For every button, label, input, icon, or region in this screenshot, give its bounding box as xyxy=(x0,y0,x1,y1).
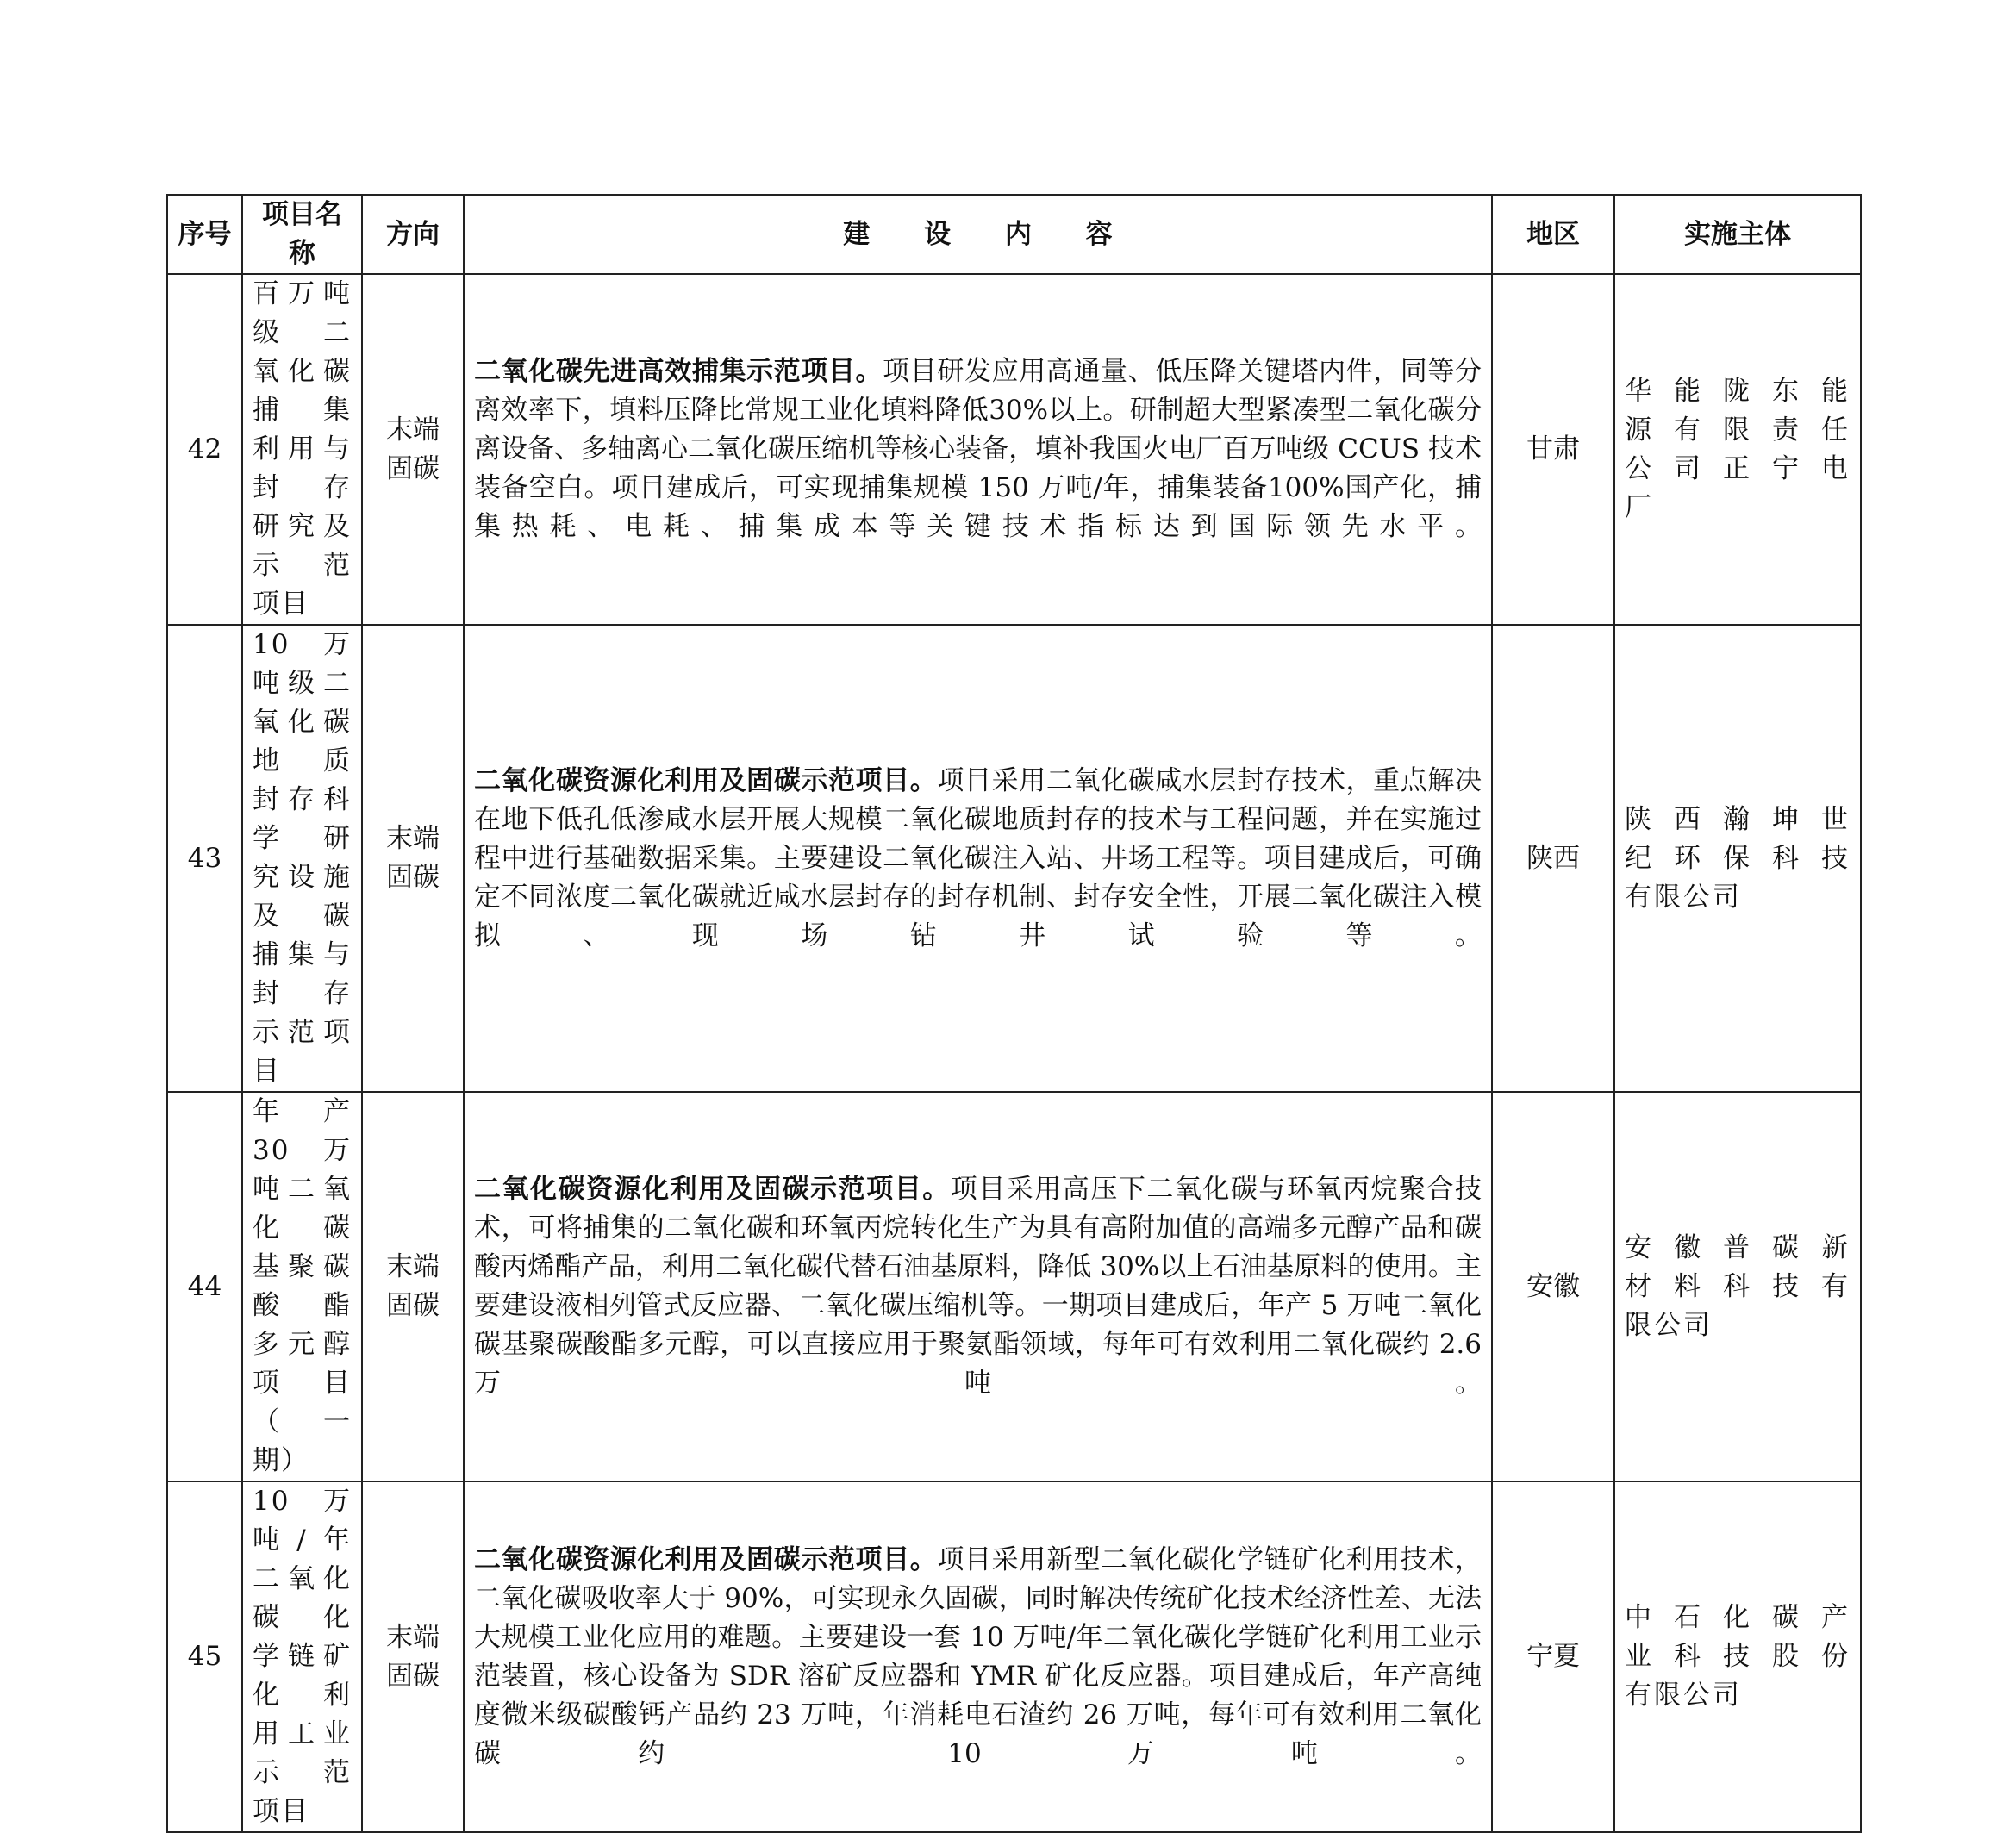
implementing-entity-line: 源有限责任 xyxy=(1625,414,1851,446)
content-body: 项目采用高压下二氧化碳与环氧丙烷聚合技术，可将捕集的二氧化碳和环氧丙烷转化生产为具有高附加值的高端多元醇产品和碳酸丙烯酯产品，利用二氧化碳代替石油基原料，降低 30%以上石油基原料的使用。主要建设液相列管式反应器、二氧化碳压缩机等。一期项目建成后，年产 5 万吨二氧化碳基聚碳酸酯多元醇，可以直接应用于聚氨酯领域，每年可有效利用二氧化碳约 2.6 万吨。 xyxy=(474,1174,1482,1399)
projects-table xyxy=(166,194,1862,1833)
project-name-line: 捕集与封存 xyxy=(253,939,352,1009)
direction-line: 末端 xyxy=(386,1251,440,1282)
project-name-line: 多元醇项目 xyxy=(253,1329,352,1399)
region-cell: 甘肃 xyxy=(1492,274,1614,625)
direction-cell xyxy=(362,625,464,1092)
table-body xyxy=(167,274,1861,1832)
implementing-entity-line: 中石化碳产 xyxy=(1625,1602,1851,1633)
project-name-line: 10 万吨级二 xyxy=(253,629,352,699)
seq-cell: 44 xyxy=(167,1092,242,1481)
implementing-entity-cell xyxy=(1614,274,1861,625)
implementing-entity-line: 华能陇东能 xyxy=(1625,375,1851,407)
implementing-entity-cell xyxy=(1614,625,1861,1092)
region-cell: 安徽 xyxy=(1492,1092,1614,1481)
implementing-entity-line: 业科技股份 xyxy=(1625,1641,1851,1672)
project-name-line: 究设施及碳 xyxy=(253,862,352,932)
project-name-line: 氧化碳捕集 xyxy=(253,356,352,426)
direction-line: 固碳 xyxy=(386,862,440,893)
project-name-line: 学链矿化利 xyxy=(253,1641,352,1711)
project-name-cell xyxy=(242,1092,362,1481)
table-header xyxy=(167,195,1861,274)
project-name-cell xyxy=(242,274,362,625)
project-name-line: 项目 xyxy=(253,589,309,620)
project-name-line: （一期） xyxy=(253,1406,352,1476)
project-name-line: 10 万吨/年 xyxy=(253,1486,352,1556)
implementing-entity-line: 安徽普碳新 xyxy=(1625,1231,1851,1263)
implementing-entity-line: 有限公司 xyxy=(1625,881,1742,913)
project-name-line: 示范项目 xyxy=(253,1017,352,1087)
direction-line: 末端 xyxy=(386,1621,440,1653)
implementing-entity-line: 公司正宁电 xyxy=(1625,452,1851,484)
direction-cell xyxy=(362,1481,464,1832)
construction-content-cell xyxy=(464,1481,1492,1832)
header-implementing-entity: 实施主体 xyxy=(1614,195,1861,274)
project-name-cell xyxy=(242,1481,362,1832)
project-name-line: 氧化碳地质 xyxy=(253,707,352,776)
direction-cell xyxy=(362,274,464,625)
construction-content-cell xyxy=(464,1092,1492,1481)
implementing-entity-line: 限公司 xyxy=(1625,1309,1713,1341)
project-name-line: 研究及示范 xyxy=(253,511,352,581)
content-lead: 二氧化碳先进高效捕集示范项目。 xyxy=(474,356,883,387)
implementing-entity-line: 材料科技有 xyxy=(1625,1270,1851,1302)
construction-content-cell xyxy=(464,625,1492,1092)
table-row xyxy=(167,1092,1861,1481)
direction-line: 固碳 xyxy=(386,1290,440,1321)
project-name-line: 利用与封存 xyxy=(253,433,352,503)
table-row xyxy=(167,274,1861,625)
implementing-entity-cell xyxy=(1614,1092,1861,1481)
direction-line: 末端 xyxy=(386,414,440,446)
project-name-line: 百万吨级二 xyxy=(253,278,352,348)
project-name-line: 基聚碳酸酯 xyxy=(253,1251,352,1321)
content-lead: 二氧化碳资源化利用及固碳示范项目。 xyxy=(474,1543,938,1575)
construction-content-cell xyxy=(464,274,1492,625)
direction-line: 固碳 xyxy=(386,452,440,484)
region-cell: 陕西 xyxy=(1492,625,1614,1092)
implementing-entity-line: 纪环保科技 xyxy=(1625,842,1851,874)
implementing-entity-line: 陕西瀚坤世 xyxy=(1625,803,1851,835)
content-body: 项目采用二氧化碳咸水层封存技术，重点解决在地下低孔低渗咸水层开展大规模二氧化碳地质封存的技术与工程问题，并在实施过程中进行基础数据采集。主要建设二氧化碳注入站、井场工程等。项目建成后，可确定不同浓度二氧化碳就近咸水层封存的封存机制、封存安全性，开展二氧化碳注入模拟、现场钻井试验等。 xyxy=(474,764,1482,951)
seq-cell: 45 xyxy=(167,1481,242,1832)
region-cell: 宁夏 xyxy=(1492,1481,1614,1832)
project-name-line: 年 产 30 万 xyxy=(253,1096,352,1166)
project-name-line: 项目 xyxy=(253,1796,309,1827)
header-seq: 序号 xyxy=(167,195,242,274)
content-lead: 二氧化碳资源化利用及固碳示范项目。 xyxy=(474,1174,951,1205)
header-project-name: 项目名称 xyxy=(242,195,362,274)
table-row xyxy=(167,625,1861,1092)
implementing-entity-line: 厂 xyxy=(1625,491,1654,523)
content-body: 项目采用新型二氧化碳化学链矿化利用技术，二氧化碳吸收率大于 90%，可实现永久固碳，同时解决传统矿化技术经济性差、无法大规模工业化应用的难题。主要建设一套 10 万吨/年二氧化碳化学链矿化利用工业示范装置，核心设备为 SDR 溶矿反应器和 YMR 矿化反应器。项目建成后，年产高纯度微米级碳酸钙产品约 23 万吨，年消耗电石渣约 26 万吨，每年可有效利用二氧化碳约 10 万吨。 xyxy=(474,1543,1482,1769)
project-name-line: 封存科学研 xyxy=(253,784,352,854)
header-direction: 方向 xyxy=(362,195,464,274)
project-name-line: 二氧化碳化 xyxy=(253,1563,352,1633)
header-region: 地区 xyxy=(1492,195,1614,274)
project-name-line: 用工业示范 xyxy=(253,1718,352,1788)
project-name-cell xyxy=(242,625,362,1092)
direction-line: 固碳 xyxy=(386,1660,440,1692)
implementing-entity-line: 有限公司 xyxy=(1625,1680,1742,1711)
content-body: 项目研发应用高通量、低压降关键塔内件，同等分离效率下，填料压降比常规工业化填料降低30%以上。研制超大型紧凑型二氧化碳分离设备、多轴离心二氧化碳压缩机等核心装备，填补我国火电厂百万吨级 CCUS 技术装备空白。项目建成后，可实现捕集规模 150 万吨/年，捕集装备100%国产化，捕集热耗、电耗、捕集成本等关键技术指标达到国际领先水平。 xyxy=(474,356,1482,542)
implementing-entity-cell xyxy=(1614,1481,1861,1832)
seq-cell: 43 xyxy=(167,625,242,1092)
direction-cell xyxy=(362,1092,464,1481)
direction-line: 末端 xyxy=(386,823,440,854)
seq-cell: 42 xyxy=(167,274,242,625)
content-lead: 二氧化碳资源化利用及固碳示范项目。 xyxy=(474,764,938,796)
header-construction-content: 建 设 内 容 xyxy=(464,195,1492,274)
header-row xyxy=(167,195,1861,274)
table-row xyxy=(167,1481,1861,1832)
project-name-line: 吨二氧化碳 xyxy=(253,1174,352,1244)
